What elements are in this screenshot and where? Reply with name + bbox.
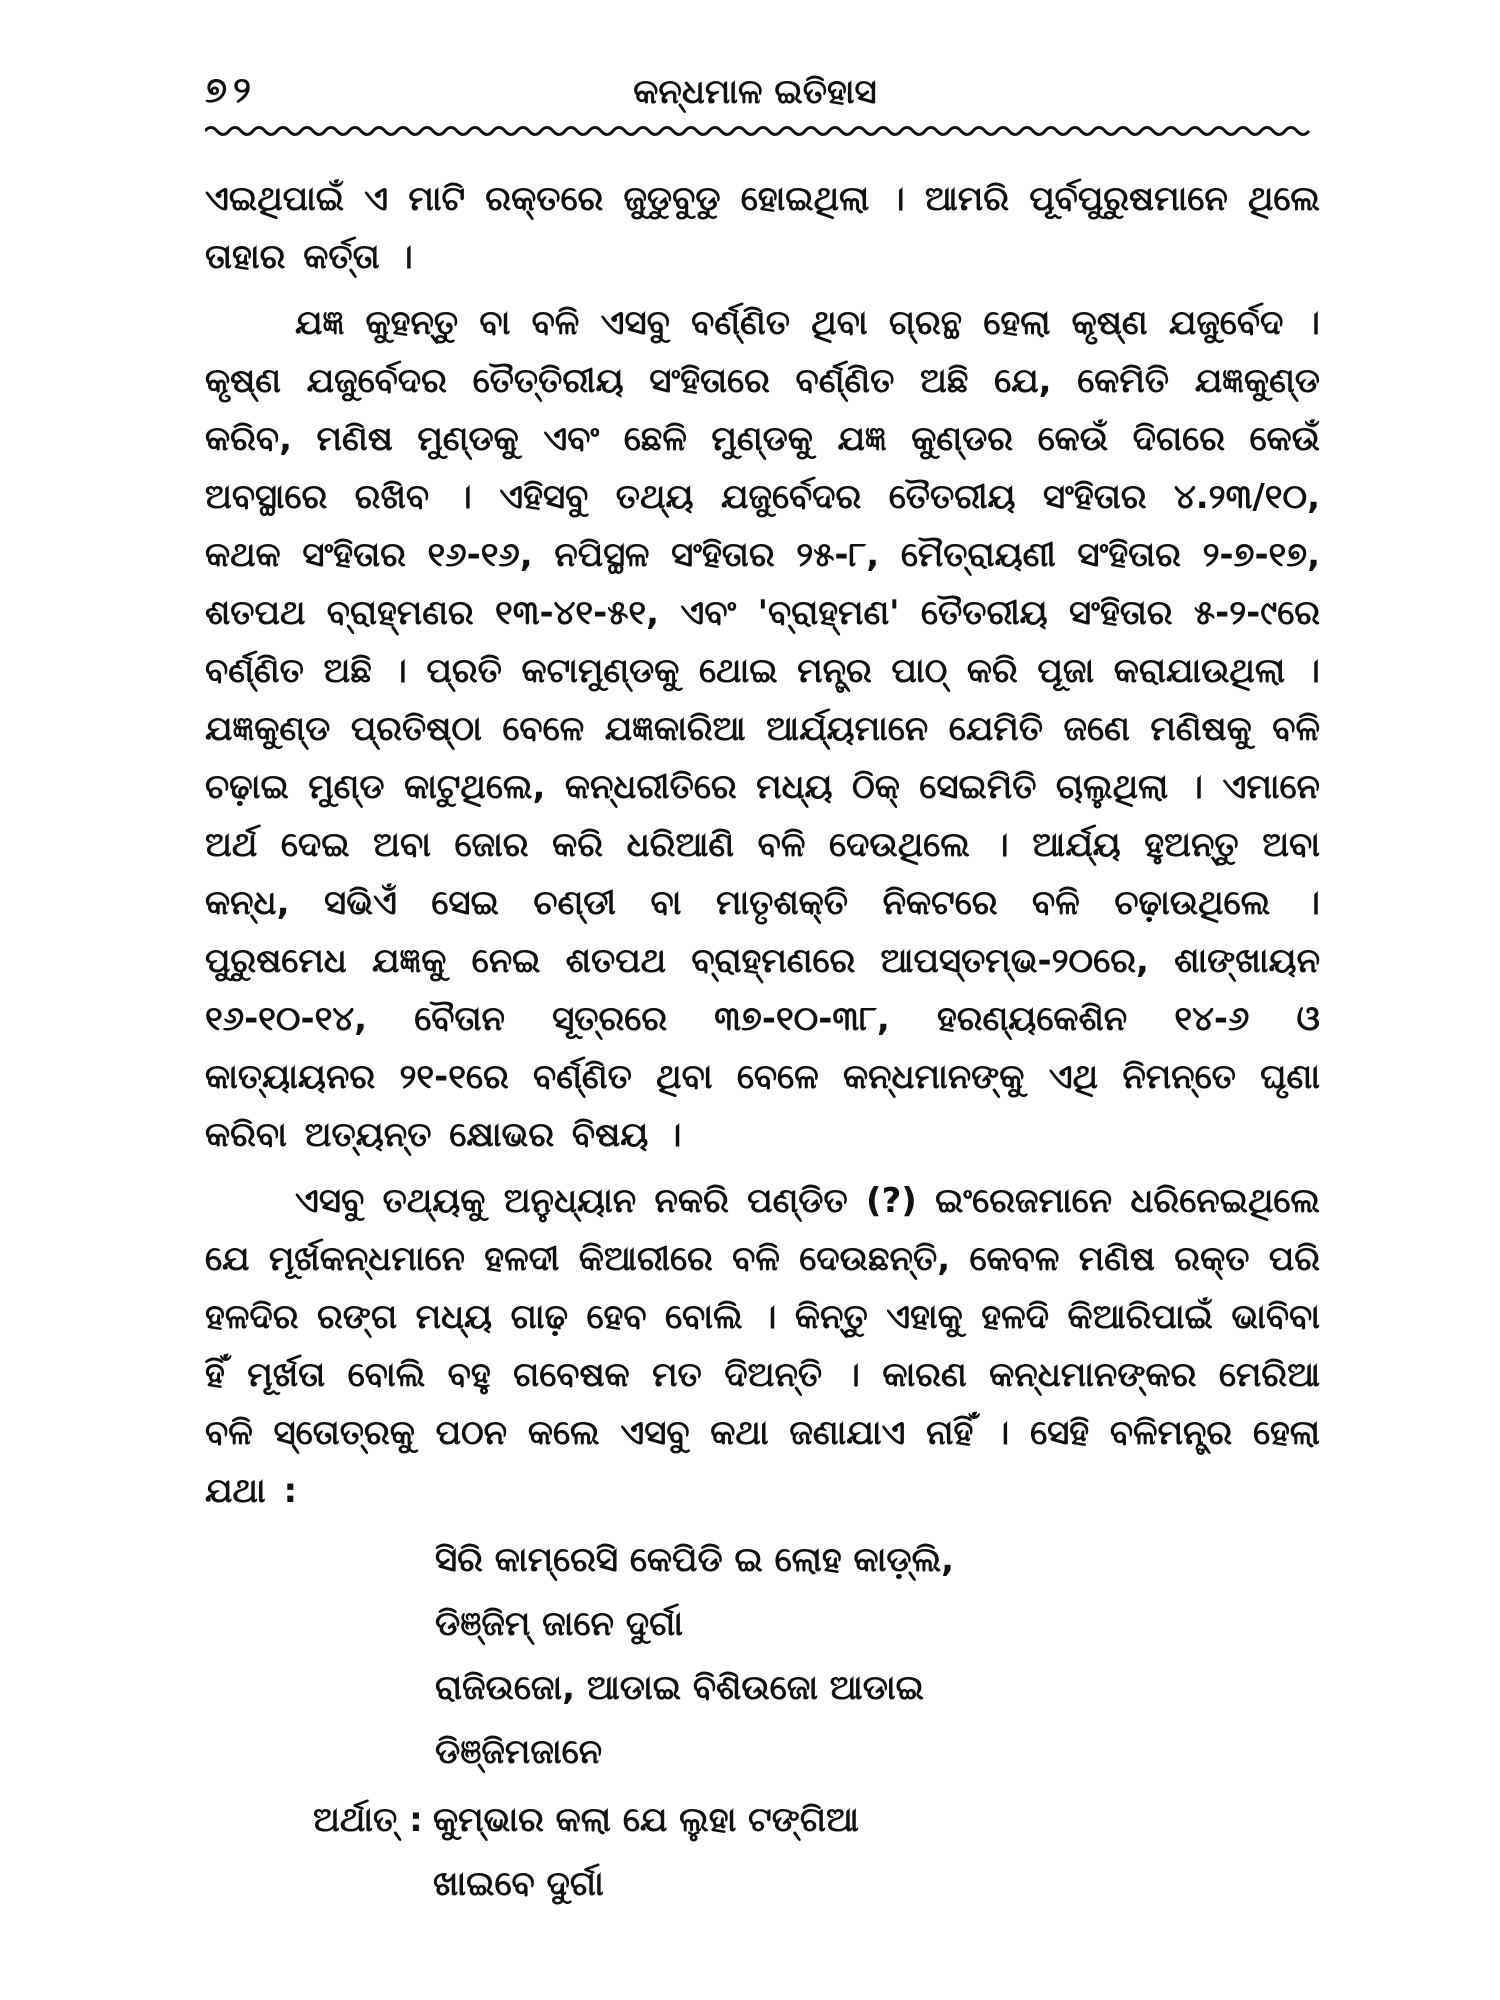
translation-line: କୁମ୍ଭାର କଲା ଯେ ଲୁହା ଟଙ୍ଗିଆ [433,1800,859,1840]
paragraph-1: ଏଇଥିପାଇଁ ଏ ମାଟି ରକ୍ତରେ ଜୁଡୁବୁଡୁ ହୋଇଥିଲା । ଆମରି ପୂର୍ବପୁରୁଷମାନେ ଥିଲେ ତାହାର କର୍ତ୍ତା । [205,179,1320,277]
paragraph-3: ଏସବୁ ତଥ୍ୟକୁ ଅନୁଧ୍ୟାନ ନକରି ପଣ୍ଡିତ (?) ଇଂରେଜମାନେ ଧରିନେଇଥିଲେ ଯେ ମୂର୍ଖକନ୍ଧମାନେ ହଳଦୀ କିଆରୀରେ ବଳି ଦେଉଛନ୍ତି, କେବଳ ମଣିଷ ରକ୍ତ ପରି ହଳଦିର ରଙ୍ଗ ମଧ୍ୟ ଗାଢ଼ ହେବ ବୋଲି । କିନ୍ତୁ ଏହାକୁ ହଳଦି କିଆରିପାଇଁ ଭାବିବା ହିଁ ମୂର୍ଖତା ବୋଲି ବହୁ ଗବେଷକ ମତ ଦିଅନ୍ତି । କାରଣ କନ୍ଧମାନଙ୍କର ମେରିଆ ବଳି ସ୍ତୋତ୍ରକୁ ପଠନ କଲେ ଏସବୁ କଥା ଜଣାଯାଏ ନାହିଁ । ସେହି ବଳିମନ୍ତ୍ର ହେଲା ଯଥା : [205,1181,1320,1511]
running-title: କନ୍ଧମାଳ ଇତିହାସ [633,72,877,112]
decorative-wavy-rule [205,122,1315,140]
verse-block [205,1528,1320,1784]
page-header [205,70,1305,130]
page-number: ୭୨ [205,70,257,111]
verse-line: ଡିଞ୍ଜିମଜାନେ [435,1732,603,1772]
translation-label: ଅର୍ଥାତ୍ : [313,1800,423,1840]
translation-block [205,1788,1320,1916]
body-text [205,170,1320,1916]
verse-line: ସିରି କାମ୍ରେସି କେପିଡି ଇ ଲୋହ କାଡ଼୍ଲି, [435,1540,955,1580]
paragraph-2: ଯଜ୍ଞ କୁହନ୍ତୁ ବା ବଳି ଏସବୁ ବର୍ଣ୍ଣିତ ଥିବା ଗ୍ରନ୍ଥ ହେଲା କୃଷ୍ଣ ଯଜୁର୍ବେଦ । କୃଷ୍ଣ ଯଜୁର୍ବେଦର ତୈତ୍ତିରୀୟ ସଂହିତାରେ ବର୍ଣ୍ଣିତ ଅଛି ଯେ, କେମିତି ଯଜ୍ଞକୁଣ୍ଡ କରିବ, ମଣିଷ ମୁଣ୍ଡକୁ ଏବଂ ଛେଳି ମୁଣ୍ଡକୁ ଯଜ୍ଞ କୁଣ୍ଡର କେଉଁ ଦିଗରେ କେଉଁ ଅବସ୍ଥାରେ ରଖିବ । ଏହିସବୁ ତଥ୍ୟ ଯଜୁର୍ବେଦର ତୈତରୀୟ ସଂହିତାର ୪.୨୩/୧୦, କଥକ ସଂହିତାର ୧୬-୧୬, ନପିସ୍ଥଳ ସଂହିତାର ୨୫-୮, ମୈତ୍ରାୟଣୀ ସଂହିତାର ୨-୭-୧୭, ଶତପଥ ବ୍ରାହ୍ମଣର ୧୩-୪୧-୫୧, ଏବଂ 'ବ୍ରାହ୍ମଣ' ତୈତରୀୟ ସଂହିତାର ୫-୨-୯ରେ ବର୍ଣ୍ଣିତ ଅଛି । ପ୍ରତି କଟାମୁଣ୍ଡକୁ ଥୋଇ ମନ୍ତ୍ର ପାଠ୍ କରି ପୂଜା କରାଯାଉଥିଲା । ଯଜ୍ଞକୁଣ୍ଡ ପ୍ରତିଷ୍ଠା ବେଳେ ଯଜ୍ଞକାରିଆ ଆର୍ଯ୍ୟମାନେ ଯେମିତି ଜଣେ ମଣିଷକୁ ବଳି ଚଢ଼ାଇ ମୁଣ୍ଡ କାଟୁଥିଲେ, କନ୍ଧରୀତିରେ ମଧ୍ୟ ଠିକ୍ ସେଇମିତି ଚାଲୁଥିଲା । ଏମାନେ ଅର୍ଥ ଦେଇ ଅବା ଜୋର କରି ଧରିଆଣି ବଳି ଦେଉଥିଲେ । ଆର୍ଯ୍ୟ ହୁଅନ୍ତୁ ଅବା କନ୍ଧ, ସଭିଏଁ ସେଇ ଚଣ୍ଡୀ ବା ମାତୃଶକ୍ତି ନିକଟରେ ବଳି ଚଢ଼ାଉଥିଲେ । ପୁରୁଷମେଧ ଯଜ୍ଞକୁ ନେଇ ଶତପଥ ବ୍ରାହ୍ମଣରେ ଆପସ୍ତମ୍ଭ-୨୦ରେ, ଶାଙ୍ଖାୟନ ୧୬-୧୦-୧୪, ବୈତାନ ସୂତ୍ରରେ ୩୭-୧୦-୩୮, ହରଣ୍ୟକେଶିନ ୧୪-୬ ଓ କାତ୍ୟାୟନର ୨୧-୧ରେ ବର୍ଣ୍ଣିତ ଥିବା ବେଳେ କନ୍ଧମାନଙ୍କୁ ଏଥି ନିମନ୍ତେ ଘୃଣା କରିବା ଅତ୍ୟନ୍ତ କ୍ଷୋଭର ବିଷୟ । [205,303,1320,1155]
verse-line: ରାଜିଉଜୋ, ଆଡାଇ ବିଶିଉଜୋ ଆଡାଇ [435,1668,924,1708]
translation-line: ଖାଇବେ ଦୁର୍ଗା [433,1864,604,1904]
translation-lines [433,1788,1320,1916]
verse-line: ଡିଞ୍ଜିମ୍ ଜାନେ ଦୁର୍ଗା [435,1604,683,1644]
